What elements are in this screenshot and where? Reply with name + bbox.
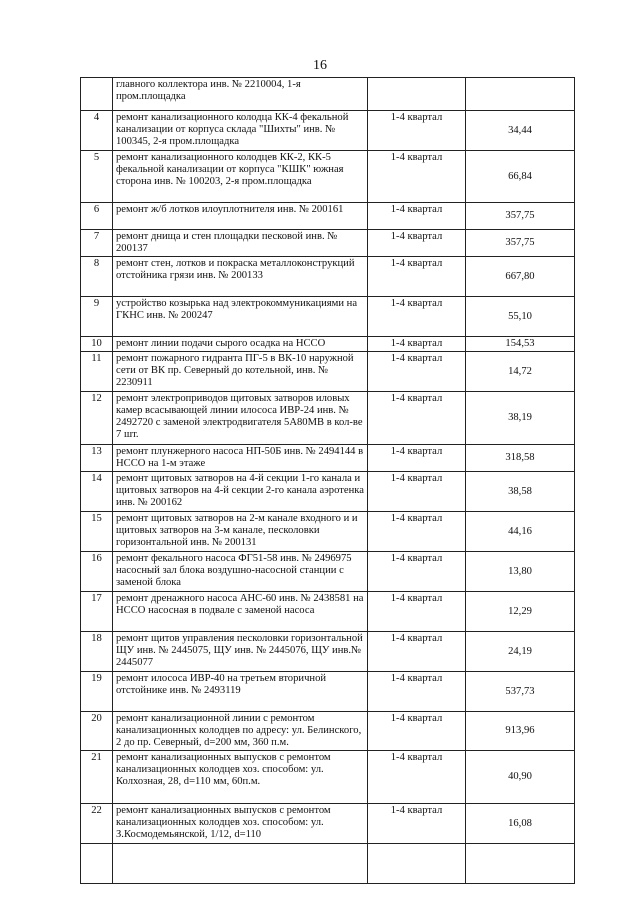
work-description: ремонт фекального насоса ФГ51-58 инв. № 2496975 насосный зал блока воздушно-насосной станции с заменой блока: [113, 552, 368, 592]
work-cost: 44,16: [466, 512, 575, 552]
work-cost: 154,53: [466, 337, 575, 352]
work-description: ремонт пожарного гидранта ПГ-5 в ВК-10 наружной сети от ВК пр. Северный до котельной, инв. № 2230911: [113, 352, 368, 392]
row-number: 11: [81, 352, 113, 392]
work-description: ремонт днища и стен площадки песковой инв. № 200137: [113, 230, 368, 257]
table-row: [81, 472, 575, 512]
work-period: 1-4 квартал: [368, 592, 466, 632]
table-row: [81, 804, 575, 844]
work-period: 1-4 квартал: [368, 751, 466, 804]
table-row: [81, 632, 575, 672]
work-period: 1-4 квартал: [368, 472, 466, 512]
row-number: 19: [81, 672, 113, 712]
work-cost: 357,75: [466, 230, 575, 257]
work-period: 1-4 квартал: [368, 111, 466, 151]
work-period: 1-4 квартал: [368, 632, 466, 672]
table-row: [81, 712, 575, 751]
work-description: ремонт дренажного насоса АНС-60 инв. № 2438581 на НССО насосная в подвале с заменой насоса: [113, 592, 368, 632]
row-number: 15: [81, 512, 113, 552]
work-description: ремонт электроприводов щитовых затворов иловых камер всасывающей линии илососа ИВР-24 инв. № 2492720 с заменой электродвигателя 5А80МВ в кол-ве 7 шт.: [113, 392, 368, 445]
work-description: ремонт канализационных выпусков с ремонтом канализационных колодцев хоз. способом: ул. З.Космодемьянской, 1/12, d=110: [113, 804, 368, 844]
row-number: [81, 844, 113, 884]
work-period: 1-4 квартал: [368, 257, 466, 297]
work-period: 1-4 квартал: [368, 552, 466, 592]
table-row: [81, 151, 575, 203]
table-row: [81, 352, 575, 392]
work-period: [368, 78, 466, 111]
work-period: 1-4 квартал: [368, 512, 466, 552]
work-cost: [466, 78, 575, 111]
row-number: 4: [81, 111, 113, 151]
work-description: ремонт илососа ИВР-40 на третьем вторичной отстойнике инв. № 2493119: [113, 672, 368, 712]
work-period: 1-4 квартал: [368, 297, 466, 337]
work-description: ремонт линии подачи сырого осадка на НССО: [113, 337, 368, 352]
table-row: [81, 203, 575, 230]
work-cost: 667,80: [466, 257, 575, 297]
row-number: 9: [81, 297, 113, 337]
row-number: 8: [81, 257, 113, 297]
row-number: 6: [81, 203, 113, 230]
work-period: 1-4 квартал: [368, 804, 466, 844]
work-description: ремонт канализационного колодца КК-4 фекальной канализации от корпуса склада "Шихты" инв. № 100345, 2-я пром.площадка: [113, 111, 368, 151]
work-cost: [466, 844, 575, 884]
work-period: 1-4 квартал: [368, 445, 466, 472]
work-description: устройство козырька над электрокоммуникациями на ГКНС инв. № 200247: [113, 297, 368, 337]
table-row: [81, 111, 575, 151]
work-period: [368, 844, 466, 884]
row-number: 5: [81, 151, 113, 203]
work-description: ремонт канализационных выпусков с ремонтом канализационных колодцев хоз. способом: ул. Колхозная, 28, d=110 мм, 60п.м.: [113, 751, 368, 804]
work-period: 1-4 квартал: [368, 352, 466, 392]
row-number: 14: [81, 472, 113, 512]
works-table: [80, 77, 575, 884]
table-row: [81, 751, 575, 804]
row-number: 12: [81, 392, 113, 445]
work-cost: 38,19: [466, 392, 575, 445]
work-description: [113, 844, 368, 884]
work-period: 1-4 квартал: [368, 712, 466, 751]
work-cost: 34,44: [466, 111, 575, 151]
work-description: ремонт щитов управления песколовки горизонтальной ЩУ инв. № 2445075, ЩУ инв. № 2445076, ЩУ инв.№ 2445077: [113, 632, 368, 672]
work-description: ремонт канализационного колодцев КК-2, КК-5 фекальной канализации от корпуса "КШК" южная сторона инв. № 100203, 2-я пром.площадка: [113, 151, 368, 203]
work-period: 1-4 квартал: [368, 392, 466, 445]
work-cost: 38,58: [466, 472, 575, 512]
work-description: ремонт плунжерного насоса НП-50Б инв. № 2494144 в НССО на 1-м этаже: [113, 445, 368, 472]
table-row: [81, 78, 575, 111]
row-number: 20: [81, 712, 113, 751]
table-row: [81, 592, 575, 632]
work-cost: 40,90: [466, 751, 575, 804]
work-cost: 13,80: [466, 552, 575, 592]
work-description: ремонт стен, лотков и покраска металлоконструкций отстойника грязи инв. № 200133: [113, 257, 368, 297]
work-description: главного коллектора инв. № 2210004, 1-я пром.площадка: [113, 78, 368, 111]
work-period: 1-4 квартал: [368, 203, 466, 230]
page-number: 16: [313, 58, 327, 73]
table-row: [81, 257, 575, 297]
row-number: 21: [81, 751, 113, 804]
works-table-body: [81, 78, 575, 884]
work-cost: 24,19: [466, 632, 575, 672]
work-description: ремонт щитовых затворов на 4-й секции 1-го канала и щитовых затворов на 4-й секции 2-го канала аэротенка инв. № 200162: [113, 472, 368, 512]
work-period: 1-4 квартал: [368, 151, 466, 203]
table-row: [81, 552, 575, 592]
work-cost: 318,58: [466, 445, 575, 472]
work-description: ремонт щитовых затворов на 2-м канале входного и и щитовых затворов на 3-м канале, песколовки горизонтальной инв. № 200131: [113, 512, 368, 552]
row-number: 7: [81, 230, 113, 257]
work-description: ремонт ж/б лотков илоуплотнителя инв. № 200161: [113, 203, 368, 230]
work-period: 1-4 квартал: [368, 337, 466, 352]
work-cost: 55,10: [466, 297, 575, 337]
work-cost: 66,84: [466, 151, 575, 203]
table-row: [81, 392, 575, 445]
row-number: 10: [81, 337, 113, 352]
table-row: [81, 445, 575, 472]
table-row: [81, 337, 575, 352]
table-row: [81, 512, 575, 552]
work-cost: 16,08: [466, 804, 575, 844]
work-cost: 537,73: [466, 672, 575, 712]
work-cost: 357,75: [466, 203, 575, 230]
row-number: 17: [81, 592, 113, 632]
table-row: [81, 297, 575, 337]
row-number: 16: [81, 552, 113, 592]
work-period: 1-4 квартал: [368, 672, 466, 712]
work-cost: 12,29: [466, 592, 575, 632]
table-row: [81, 230, 575, 257]
table-row: [81, 672, 575, 712]
table-row: [81, 844, 575, 884]
row-number: 18: [81, 632, 113, 672]
work-cost: 14,72: [466, 352, 575, 392]
work-period: 1-4 квартал: [368, 230, 466, 257]
work-description: ремонт канализационной линии с ремонтом канализационных колодцев по адресу: ул. Белинского, 2 до пр. Северный, d=200 мм, 360 п.м.: [113, 712, 368, 751]
work-cost: 913,96: [466, 712, 575, 751]
row-number: 22: [81, 804, 113, 844]
row-number: [81, 78, 113, 111]
row-number: 13: [81, 445, 113, 472]
